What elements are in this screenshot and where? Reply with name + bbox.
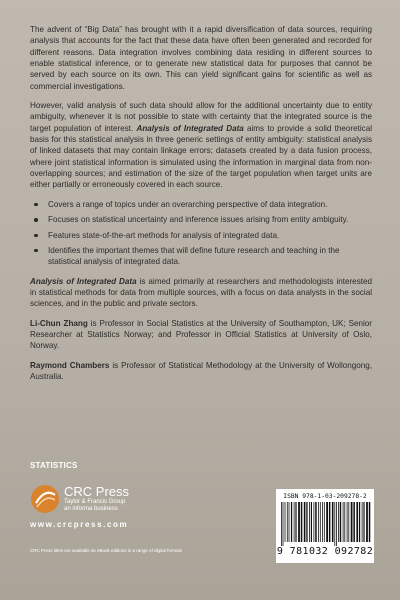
barcode-bar [287, 502, 288, 542]
barcode-bar [314, 502, 315, 542]
barcode-bar [306, 502, 307, 542]
book-title-inline: Analysis of Integrated Data [136, 123, 244, 133]
barcode-bar [301, 502, 303, 542]
barcode-bar [363, 502, 364, 542]
bullet-text: Covers a range of topics under an overarching perspective of data integration. [48, 199, 328, 209]
barcode-bar [298, 502, 300, 542]
bullet-item [30, 230, 372, 241]
barcode-bar [295, 502, 296, 542]
publisher-tagline: an informa business [64, 506, 118, 512]
isbn-label: ISBN 978-1-03-209278-2 [283, 493, 367, 500]
intro-paragraph-2-start: However, valid analysis of such data should allow for the additional uncertainty due to entity ambiguity, whenever it is not possible to state with certainty that the integrated source is the target population of interest. [30, 101, 372, 133]
barcode-bar [332, 502, 334, 542]
barcode-bar [304, 502, 306, 542]
author-bio-2 [30, 360, 372, 383]
bullet-text: Features state-of-the-art methods for analysis of integrated data. [48, 230, 280, 240]
barcode-bar [343, 502, 344, 542]
barcode-bar [322, 502, 323, 542]
barcode-bar [351, 502, 353, 542]
barcode-bar [291, 502, 292, 542]
barcode-bar [283, 502, 284, 546]
barcode-bar [347, 502, 348, 542]
intro-paragraph-2-end: aims to provide a solid theoretical basis for this statistical analysis in three generic settings of entity ambiguity: statistical analysis of linked datasets that may contain linkage errors; datasets created by a data fusion process, where joint statistical information is simulated using the information in marginal data from non-overlapping sources; and estimation of the size of the target population when target units are either partially or erroneously covered in each source. [30, 123, 372, 190]
author-name: Raymond Chambers [30, 360, 110, 370]
barcode-bar [340, 502, 342, 542]
isbn-barcode [276, 489, 374, 563]
barcode-bar [336, 502, 337, 546]
author-bio-text: is Professor of Statistical Methodology at the University of Wollongong, Australia. [30, 360, 372, 381]
barcode-bar [309, 502, 310, 542]
bullet-item [30, 214, 372, 225]
barcode-bar [324, 502, 325, 542]
barcode-bars [279, 502, 371, 546]
barcode-bar [289, 502, 290, 542]
bullet-dot [34, 234, 38, 238]
bullet-item [30, 245, 372, 268]
publisher-name: CRC Press [64, 484, 130, 499]
barcode-bar [320, 502, 321, 542]
intro-paragraph-2 [30, 100, 372, 191]
cover-text [30, 24, 372, 390]
publisher-url: www.crcpress.com [30, 520, 129, 529]
crc-press-logo-icon [30, 484, 60, 514]
ebook-note: CRC Press titles are available as eBook editions in a range of digital formats [30, 548, 183, 553]
barcode-bar [359, 502, 360, 542]
barcode-bar [326, 502, 328, 542]
barcode-bar [348, 502, 349, 542]
intro-paragraph-1: The advent of “Big Data” has brought with it a rapid diversification of data sources, requiring analysis that accounts for the fact that these data have often been generated and recorded for different reasons. Data integration involves combining data residing in different sources to enable statistical inference, or to generate new statistical data for purposes that cannot be served by each source on its own. This can yield significant gains for scientific as well as commercial investigations. [30, 25, 372, 91]
barcode-bar [369, 502, 371, 542]
barcode-bar [362, 502, 363, 542]
barcode-bar [294, 502, 295, 542]
barcode-bar [281, 502, 282, 546]
feature-bullets [30, 199, 372, 268]
author-bio-1 [30, 318, 372, 352]
bullet-dot [34, 203, 38, 207]
barcode-bar [353, 502, 355, 542]
author-bio-text: is Professor in Social Statistics at the University of Southampton, UK; Senior Researcher at Statistics Norway; and Professor in Official Statistics at University of Oslo, Norway. [30, 318, 372, 351]
barcode-bar [311, 502, 312, 542]
barcode-bar [338, 502, 339, 542]
bullet-dot [34, 218, 38, 222]
publisher-group: Taylor & Francis Group [64, 499, 126, 505]
barcode-bar [329, 502, 331, 542]
category-label: STATISTICS [30, 461, 78, 470]
barcode-bar [334, 502, 335, 546]
bullet-item [30, 199, 372, 210]
barcode-bar [318, 502, 319, 542]
bullet-text: Identifies the important themes that will define future research and teaching in the statistical analysis of integrated data. [48, 245, 340, 267]
bullet-dot [34, 249, 38, 253]
barcode-bar [356, 502, 358, 542]
barcode-bar [366, 502, 368, 542]
barcode-bar [285, 502, 286, 542]
publisher-block [64, 485, 129, 513]
barcode-bar [315, 502, 317, 542]
bullet-text: Focuses on statistical uncertainty and inference issues arising from entity ambiguity. [48, 215, 349, 225]
book-title-inline: Analysis of Integrated Data [30, 276, 137, 286]
audience-paragraph [30, 276, 372, 310]
barcode-bar [344, 502, 345, 542]
author-name: Li-Chun Zhang [30, 318, 88, 328]
audience-text: is aimed primarily at researchers and methodologists interested in statistical methods for data from multiple sources, with a focus on data analysts in the social sciences, and in the public and private sectors. [30, 276, 372, 309]
barcode-digits: 9 781032 092782 [276, 546, 374, 557]
